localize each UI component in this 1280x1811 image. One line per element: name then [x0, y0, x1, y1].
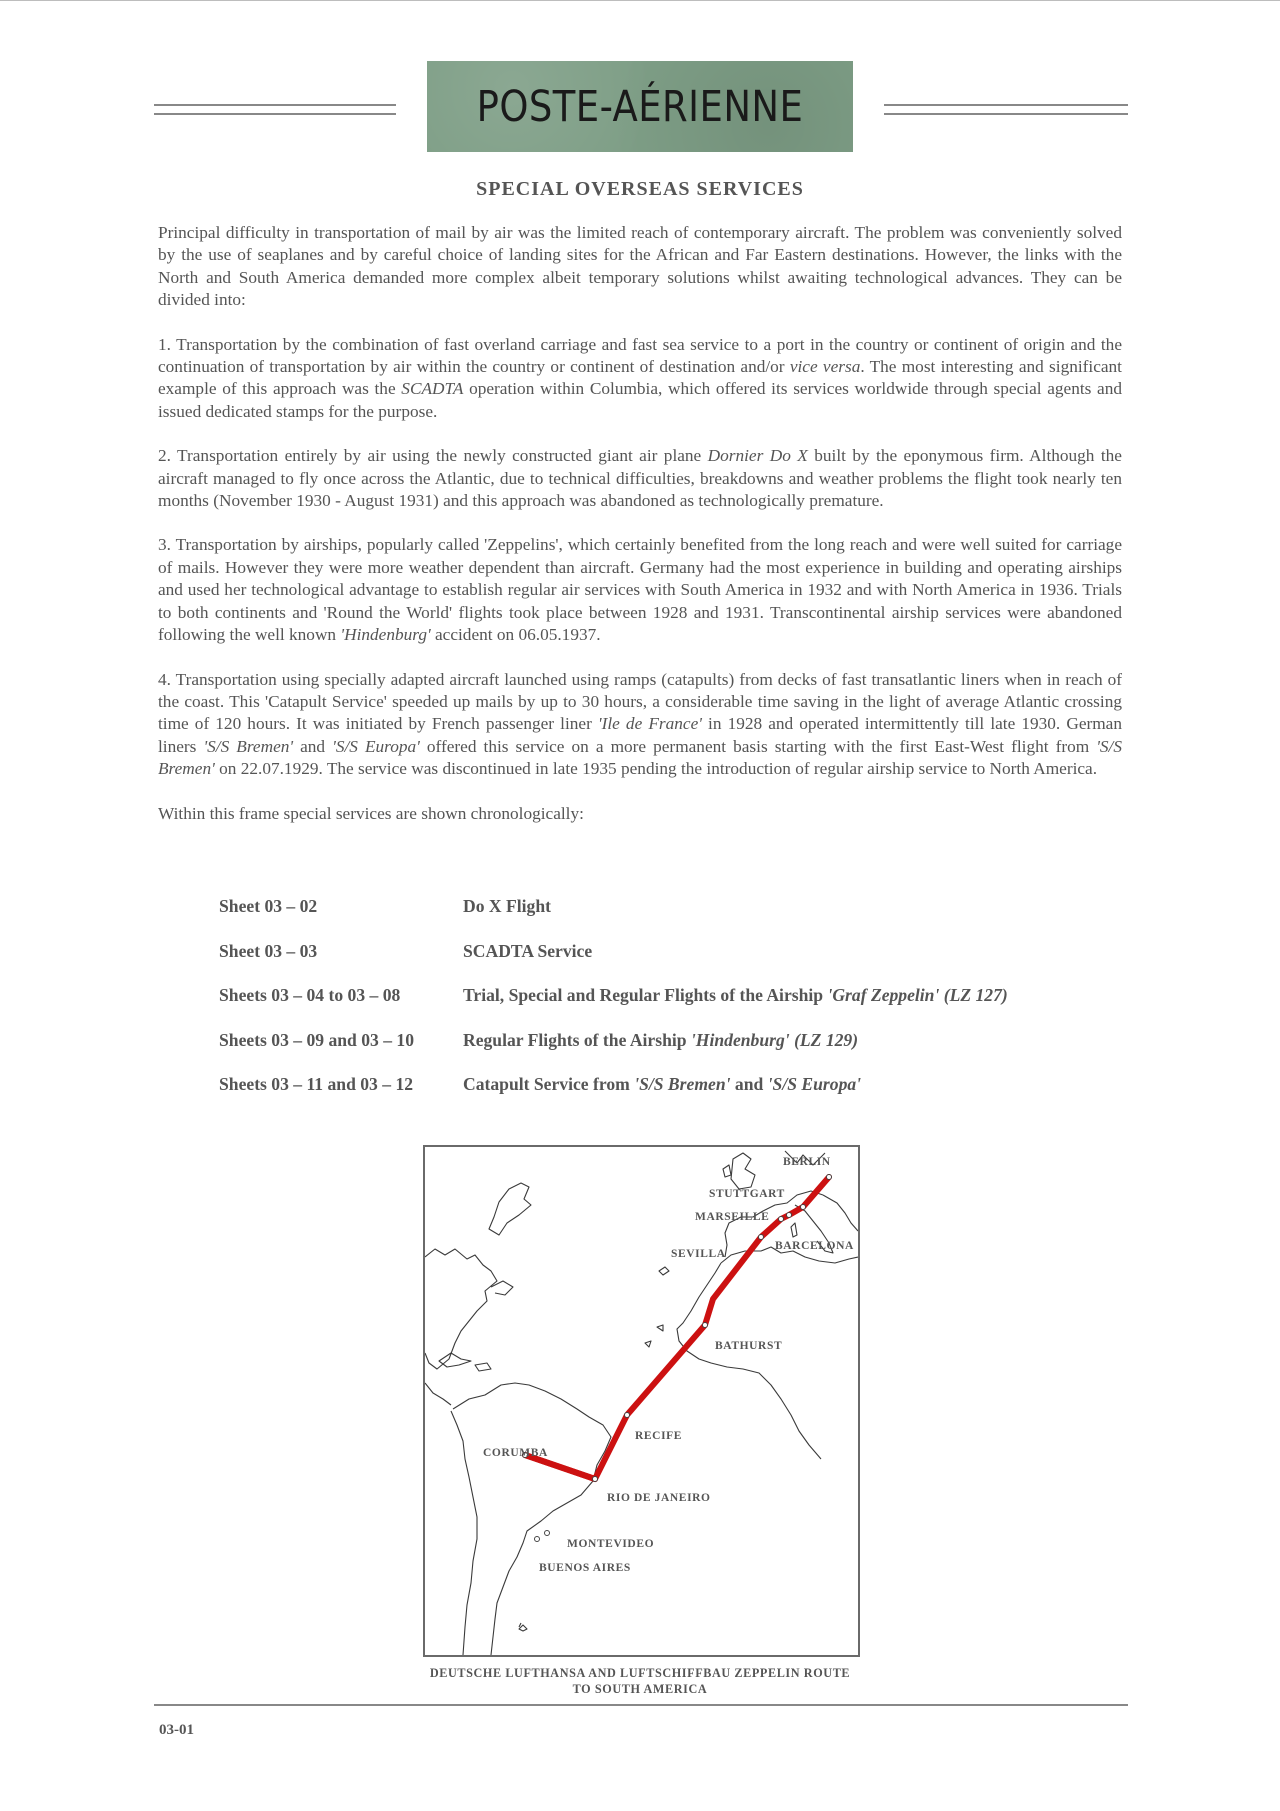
- city-label-rio: RIO DE JANEIRO: [607, 1492, 711, 1504]
- footer-rule: [154, 1704, 1128, 1706]
- city-label-berlin: BERLIN: [783, 1156, 831, 1168]
- paragraph-4: 4. Transportation using specially adapted aircraft launched using ramps (catapults) from decks of fast transatlantic liners when in reach of the coast. This 'Catapult Service' speeded up mails by up to 30 hours, a considerable time saving in the light of average Atlantic crossing time of 120 hours. It was initiated by French passenger liner 'Ile de France' in 1928 and operated intermittently till late 1930. German liners 'S/S Bremen' and 'S/S Europa' offered this service on a more permanent basis starting with the first East-West flight from 'S/S Bremen' on 22.07.1929. The service was discontinued in late 1935 pending the introduction of regular airship service to North America.: [158, 669, 1122, 779]
- british-isles-coast: [731, 1153, 755, 1189]
- city-label-corumba: CORUMBA: [483, 1447, 548, 1459]
- title-rule-right: [884, 104, 1128, 115]
- hispaniola-coast: [475, 1363, 491, 1371]
- paragraph-1: 1. Transportation by the combination of fast overland carriage and fast sea service to a port in the country or continent of origin and the continuation of transportation by air within the country or continent of destination and/or vice versa. The most interesting and significant example of this approach was the SCADTA operation within Columbia, which offered its services worldwide through special agents and issued dedicated stamps for the purpose.: [158, 334, 1122, 421]
- banner-title: POSTE-AÉRIENNE: [476, 81, 804, 132]
- berlin-marker: [827, 1175, 832, 1180]
- body-text: [158, 222, 1122, 847]
- sheet-row: [219, 1030, 1119, 1075]
- rio-marker: [593, 1477, 598, 1482]
- recife-marker: [625, 1413, 630, 1418]
- cape-verde-islands: [657, 1325, 663, 1331]
- greenland-coast: [489, 1183, 531, 1235]
- page-top-border: [0, 0, 1280, 1]
- city-label-recife: RECIFE: [635, 1430, 683, 1442]
- sheet-id: Sheet 03 – 03: [219, 940, 318, 961]
- city-label-sevilla: SEVILLA: [671, 1248, 726, 1260]
- paragraph-3: 3. Transportation by airships, popularly called 'Zeppelins', which certainly benefited from the long reach and were well suited for carriage of mails. However they were more weather dependent than aircraft. Germany had the most experience in building and operating airships and used her technological advantage to establish regular air services with South America in 1932 and with North America in 1936. Trials to both continents and 'Round the World' flights took place between 1928 and 1931. Transcontinental airship services were abandoned following the well known 'Hindenburg' accident on 06.05.1937.: [158, 535, 1122, 645]
- sheet-description: Do X Flight: [463, 896, 551, 916]
- central-america-coast: [425, 1383, 451, 1405]
- city-label-stuttgart: STUTTGART: [709, 1188, 785, 1200]
- city-label-bathurst: BATHURST: [715, 1340, 783, 1352]
- title-banner: [427, 61, 853, 152]
- sheet-row: [219, 985, 1119, 1030]
- fernando-de-noronha: [645, 1341, 651, 1347]
- north-america-coast: [425, 1249, 497, 1369]
- sheet-row: [219, 941, 1119, 986]
- sheet-description: Catapult Service from 'S/S Bremen' and 'S/S Europa': [463, 1074, 862, 1094]
- azores-islands: [659, 1267, 669, 1275]
- south-america-west-coast: [451, 1411, 477, 1655]
- map-caption-line-1: DEUTSCHE LUFTHANSA AND LUFTSCHIFFBAU ZEPPELIN ROUTE: [429, 1666, 851, 1680]
- sardinia-coast: [791, 1223, 797, 1237]
- sevilla-marker: [759, 1235, 764, 1240]
- sheet-list: [219, 896, 1119, 1119]
- title-rule-left: [154, 104, 396, 115]
- page-number: 03-01: [159, 1722, 194, 1738]
- city-label-montevideo: MONTEVIDEO: [567, 1538, 655, 1550]
- sheet-row: [219, 1074, 1119, 1119]
- city-label-buenos-aires: BUENOS AIRES: [539, 1562, 631, 1574]
- route-map: [423, 1145, 860, 1657]
- falklands-coast: [519, 1625, 527, 1631]
- route-map-drawing: [425, 1147, 858, 1655]
- map-caption: [393, 1665, 887, 1697]
- sheet-id: Sheets 03 – 09 and 03 – 10: [219, 1029, 415, 1050]
- marseille-marker: [787, 1213, 792, 1218]
- coastlines: [425, 1151, 858, 1655]
- sheet-id: Sheets 03 – 04 to 03 – 08: [219, 985, 401, 1005]
- sheet-id: Sheet 03 – 02: [219, 896, 318, 916]
- montevideo-marker: [545, 1531, 550, 1536]
- west-africa-coast: [677, 1263, 821, 1459]
- south-atlantic-mark: [519, 1623, 521, 1627]
- balkans-coast: [823, 1195, 858, 1231]
- barcelona-marker: [779, 1217, 784, 1222]
- section-title: SPECIAL OVERSEAS SERVICES: [476, 178, 804, 200]
- buenos-aires-marker: [535, 1537, 540, 1542]
- stuttgart-marker: [801, 1205, 806, 1210]
- ireland-coast: [723, 1165, 731, 1177]
- city-label-marseille: MARSEILLE: [695, 1211, 770, 1223]
- sheet-description: Regular Flights of the Airship 'Hindenburg' (LZ 129): [463, 1029, 859, 1050]
- intro-paragraph: Principal difficulty in transportation of mail by air was the limited reach of contemporary aircraft. The problem was conveniently solved by the use of seaplanes and by careful choice of landing sites for the African and Far Eastern destinations. However, the links with the North and South America demanded more complex albeit temporary solutions whilst awaiting technological advances. They can be divided into:: [158, 223, 1122, 310]
- frame-note: Within this frame special services are shown chronologically:: [158, 803, 584, 823]
- sheet-description: SCADTA Service: [463, 940, 593, 961]
- city-label-barcelona: BARCELONA: [775, 1240, 854, 1252]
- cuba-coast: [439, 1353, 471, 1367]
- map-caption-line-2: TO SOUTH AMERICA: [572, 1682, 708, 1696]
- sheet-description: Trial, Special and Regular Flights of the Airship 'Graf Zeppelin' (LZ 127): [463, 985, 1008, 1005]
- sheet-id: Sheets 03 – 11 and 03 – 12: [219, 1074, 414, 1094]
- sheet-row: [219, 896, 1119, 941]
- bathurst-marker: [703, 1323, 708, 1328]
- paragraph-2: 2. Transportation entirely by air using the newly constructed giant air plane Dornier Do X built by the eponymous firm. Although the aircraft managed to fly once across the Atlantic, due to technical difficulties, breakdowns and weather problems the flight took nearly ten months (November 1930 - August 1931) and this approach was abandoned as technologically premature.: [158, 446, 1122, 511]
